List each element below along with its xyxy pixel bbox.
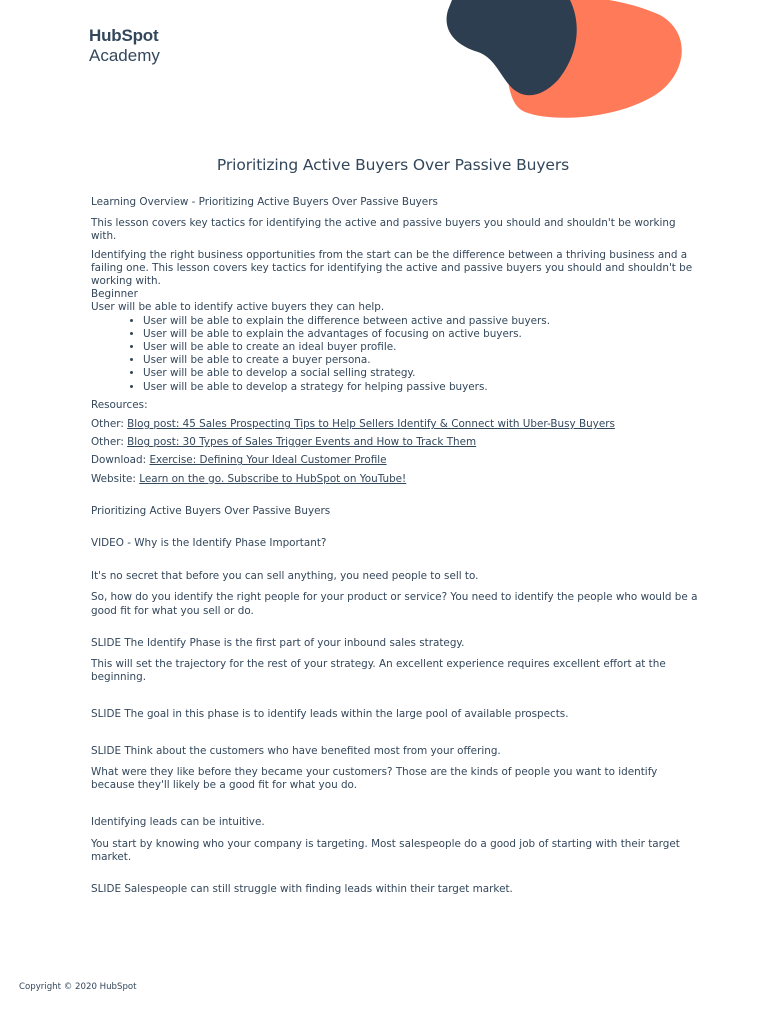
overview-description: Identifying the right business opportunities from the start can be the difference between a thriving business and a failing one. This lesson covers key tactics for identifying the active and passive buyers you should and shouldn't be working with. (91, 248, 693, 288)
transcript-paragraph: It's no secret that before you can sell anything, you need people to sell to. (91, 570, 479, 583)
transcript-paragraph: What were they like before they became your customers? Those are the kinds of people you want to identify because they'll likely be a good fit for what you do. (91, 765, 658, 792)
transcript-paragraph: SLIDE The Identify Phase is the first part of your inbound sales strategy. (91, 636, 465, 649)
decorative-blob-graphic (440, 0, 690, 122)
resource-item (91, 436, 701, 449)
transcript-paragraph: This will set the trajectory for the rest of your strategy. An excellent experience requires excellent effort at the beginning. (91, 658, 666, 684)
objective-item: • User will be able to create a buyer persona. (143, 354, 701, 367)
resource-item (91, 473, 701, 486)
resource-prefix: Other: (91, 418, 128, 431)
copyright-footer: Copyright © 2020 HubSpot (19, 982, 137, 992)
resource-link-youtube[interactable]: Learn on the go. Subscribe to HubSpot on YouTube! (139, 472, 407, 485)
transcript-paragraph: SLIDE The goal in this phase is to identify leads within the large pool of available prospects. (91, 708, 569, 721)
resources-heading: Resources: (91, 398, 148, 411)
hubspot-academy-logo (89, 26, 160, 66)
resource-item (91, 454, 701, 467)
transcript-section-title: Prioritizing Active Buyers Over Passive Buyers (91, 504, 331, 517)
logo-product: Academy (89, 46, 160, 65)
transcript-paragraph: SLIDE Salespeople can still struggle with finding leads within their target market. (91, 882, 513, 895)
resource-link-trigger-events[interactable]: Blog post: 30 Types of Sales Trigger Events and How to Track Them (127, 436, 477, 449)
objective-item: • User will be able to develop a strategy for helping passive buyers. (143, 381, 701, 394)
logo-brand: HubSpot (89, 26, 159, 45)
video-title: VIDEO - Why is the Identify Phase Important? (91, 537, 327, 550)
learning-goal: User will be able to identify active buyers they can help. (91, 301, 385, 314)
resource-link-prospecting-tips[interactable]: Blog post: 45 Sales Prospecting Tips to Help Sellers Identify & Connect with Uber-Busy Buyers (127, 418, 615, 431)
resource-prefix: Other: (91, 436, 128, 449)
resource-item (91, 418, 701, 431)
level-label: Beginner (91, 288, 138, 301)
objective-item: • User will be able to develop a social selling strategy. (143, 367, 701, 380)
transcript-paragraph: You start by knowing who your company is targeting. Most salespeople do a good job of starting with their target market. (91, 837, 680, 863)
resource-link-ideal-customer-exercise[interactable]: Exercise: Defining Your Ideal Customer Profile (149, 454, 387, 467)
resource-prefix: Website: (91, 472, 140, 485)
transcript-paragraph: SLIDE Think about the customers who have benefited most from your offering. (91, 744, 501, 757)
objective-item: • User will be able to explain the difference between active and passive buyers. (143, 315, 701, 328)
objectives-list (91, 315, 701, 394)
document-body (91, 196, 701, 896)
transcript-paragraph: So, how do you identify the right people for your product or service? You need to identify the people who would be a good fit for what you sell or do. (91, 591, 698, 617)
objective-item: • User will be able to explain the advantages of focusing on active buyers. (143, 328, 701, 341)
page-title: Prioritizing Active Buyers Over Passive Buyers (216, 156, 570, 174)
overview-intro: This lesson covers key tactics for identifying the active and passive buyers you should and shouldn't be working with. (91, 217, 676, 243)
transcript-paragraph: Identifying leads can be intuitive. (91, 816, 265, 829)
resource-prefix: Download: (91, 454, 150, 467)
objective-item: • User will be able to create an ideal buyer profile. (143, 341, 701, 354)
overview-heading: Learning Overview - Prioritizing Active Buyers Over Passive Buyers (91, 196, 438, 208)
